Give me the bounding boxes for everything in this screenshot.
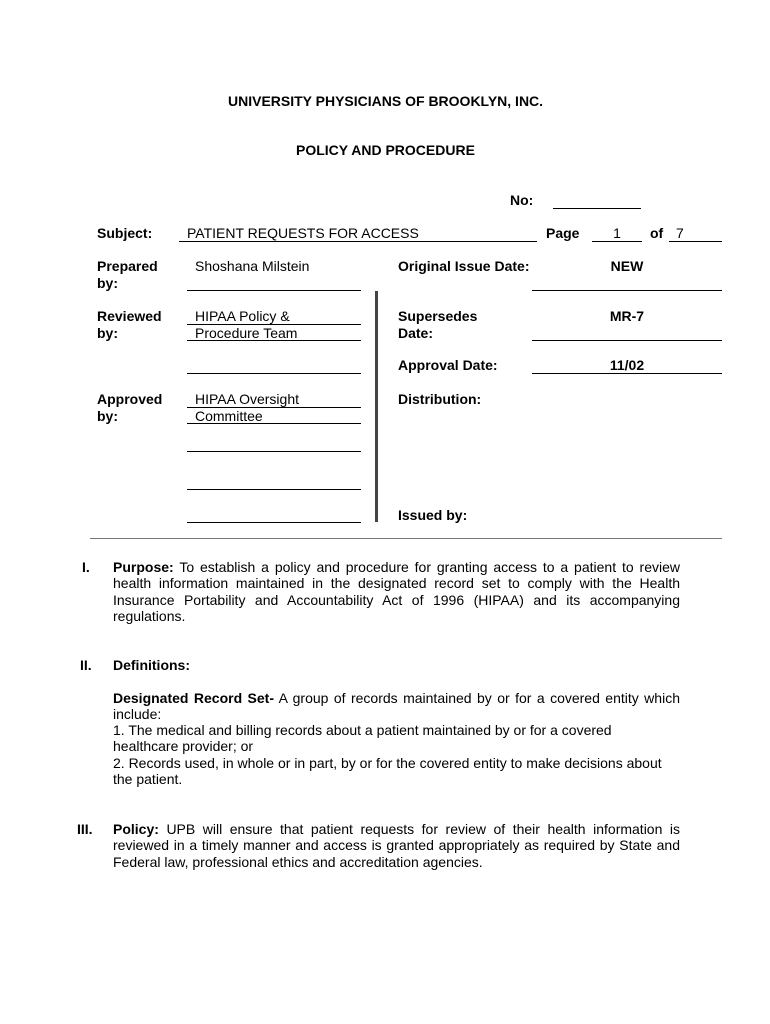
distribution-label: Distribution: <box>398 391 482 407</box>
approved-label-line2: by: <box>97 408 118 424</box>
page-total: 7 <box>676 225 684 241</box>
issued-by-label: Issued by: <box>398 507 468 523</box>
page-total-line <box>669 241 722 242</box>
supersedes-value: MR-7 <box>609 308 645 324</box>
reviewed-label <box>97 308 162 342</box>
reviewed-value-line1: HIPAA Policy & <box>195 308 290 324</box>
prepared-line <box>187 290 361 291</box>
definition-paragraph <box>113 690 680 723</box>
section-3-title: Policy: <box>113 821 159 837</box>
section-1-number: I. <box>82 559 90 575</box>
section-1-title: Purpose: <box>113 559 174 575</box>
original-issue-line <box>532 290 722 291</box>
reviewed-label-line1: Reviewed <box>97 308 162 324</box>
prepared-label-line1: Prepared <box>97 258 158 274</box>
subject-line <box>179 241 537 242</box>
approved-value-line2: Committee <box>195 408 263 424</box>
page-label: Page <box>546 225 580 241</box>
approved-label <box>97 391 162 425</box>
section-3-paragraph <box>113 821 680 870</box>
organization-title: UNIVERSITY PHYSICIANS OF BROOKLYN, INC. <box>228 93 544 109</box>
page-current-line <box>592 241 642 242</box>
blank-line-1 <box>187 373 361 374</box>
supersedes-line <box>532 340 722 341</box>
approved-line-1 <box>187 407 361 408</box>
original-issue-label: Original Issue Date: <box>398 258 530 274</box>
reviewed-line-1 <box>187 324 361 325</box>
reviewed-line-2 <box>187 340 361 341</box>
section-1-paragraph <box>113 559 680 625</box>
definition-item-1: 1. The medical and billing records about a patient maintained by or for a covered healthcare provider; or <box>113 722 612 755</box>
section-3-text: UPB will ensure that patient requests for review of their health information is reviewed in a timely manner and access is granted appropriately as required by State and Federal law, professional ethics and accreditation agencies. <box>113 821 681 870</box>
prepared-label-line2: by: <box>97 275 118 291</box>
section-2-title: Definitions: <box>113 657 190 673</box>
original-issue-value: NEW <box>610 258 644 274</box>
section-1-text: To establish a policy and procedure for granting access to a patient to review health information maintained in the designated record set to comply with the Health Insurance Portability and Accountability Act of 1996 (HIPAA) and its accompanying regulations. <box>113 559 680 625</box>
reviewed-label-line2: by: <box>97 325 118 341</box>
approval-date-line <box>532 373 722 374</box>
page-current: 1 <box>613 225 621 241</box>
subject-value: PATIENT REQUESTS FOR ACCESS <box>187 225 419 241</box>
approved-value-line1: HIPAA Oversight <box>195 391 300 407</box>
approval-date-value: 11/02 <box>609 357 645 373</box>
definition-term: Designated Record Set- <box>113 690 274 706</box>
section-3-number: III. <box>77 821 93 837</box>
supersedes-label <box>398 308 477 342</box>
approved-line-2 <box>187 423 361 424</box>
header-separator <box>90 538 722 539</box>
definition-item-2: 2. Records used, in whole or in part, by or for the covered entity to make decisions about the patient. <box>113 755 662 788</box>
of-label: of <box>650 225 664 241</box>
subject-label: Subject: <box>97 225 153 241</box>
approved-label-line1: Approved <box>97 391 163 407</box>
blank-line-4 <box>187 522 361 523</box>
supersedes-label-line2: Date: <box>398 325 434 341</box>
column-divider <box>375 291 378 522</box>
document-type: POLICY AND PROCEDURE <box>296 142 475 158</box>
reviewed-value <box>195 308 297 342</box>
approved-value <box>195 391 299 425</box>
section-2-number: II. <box>80 657 92 673</box>
supersedes-label-line1: Supersedes <box>398 308 478 324</box>
blank-line-3 <box>187 489 361 490</box>
no-label: No: <box>510 192 534 208</box>
approval-date-label: Approval Date: <box>398 357 498 373</box>
prepared-label <box>97 258 158 292</box>
prepared-value: Shoshana Milstein <box>195 258 310 274</box>
no-field-line <box>553 208 641 209</box>
definition-text: A group of records maintained by or for a covered entity which include: <box>113 690 680 723</box>
blank-line-2 <box>187 451 361 452</box>
reviewed-value-line2: Procedure Team <box>195 325 298 341</box>
